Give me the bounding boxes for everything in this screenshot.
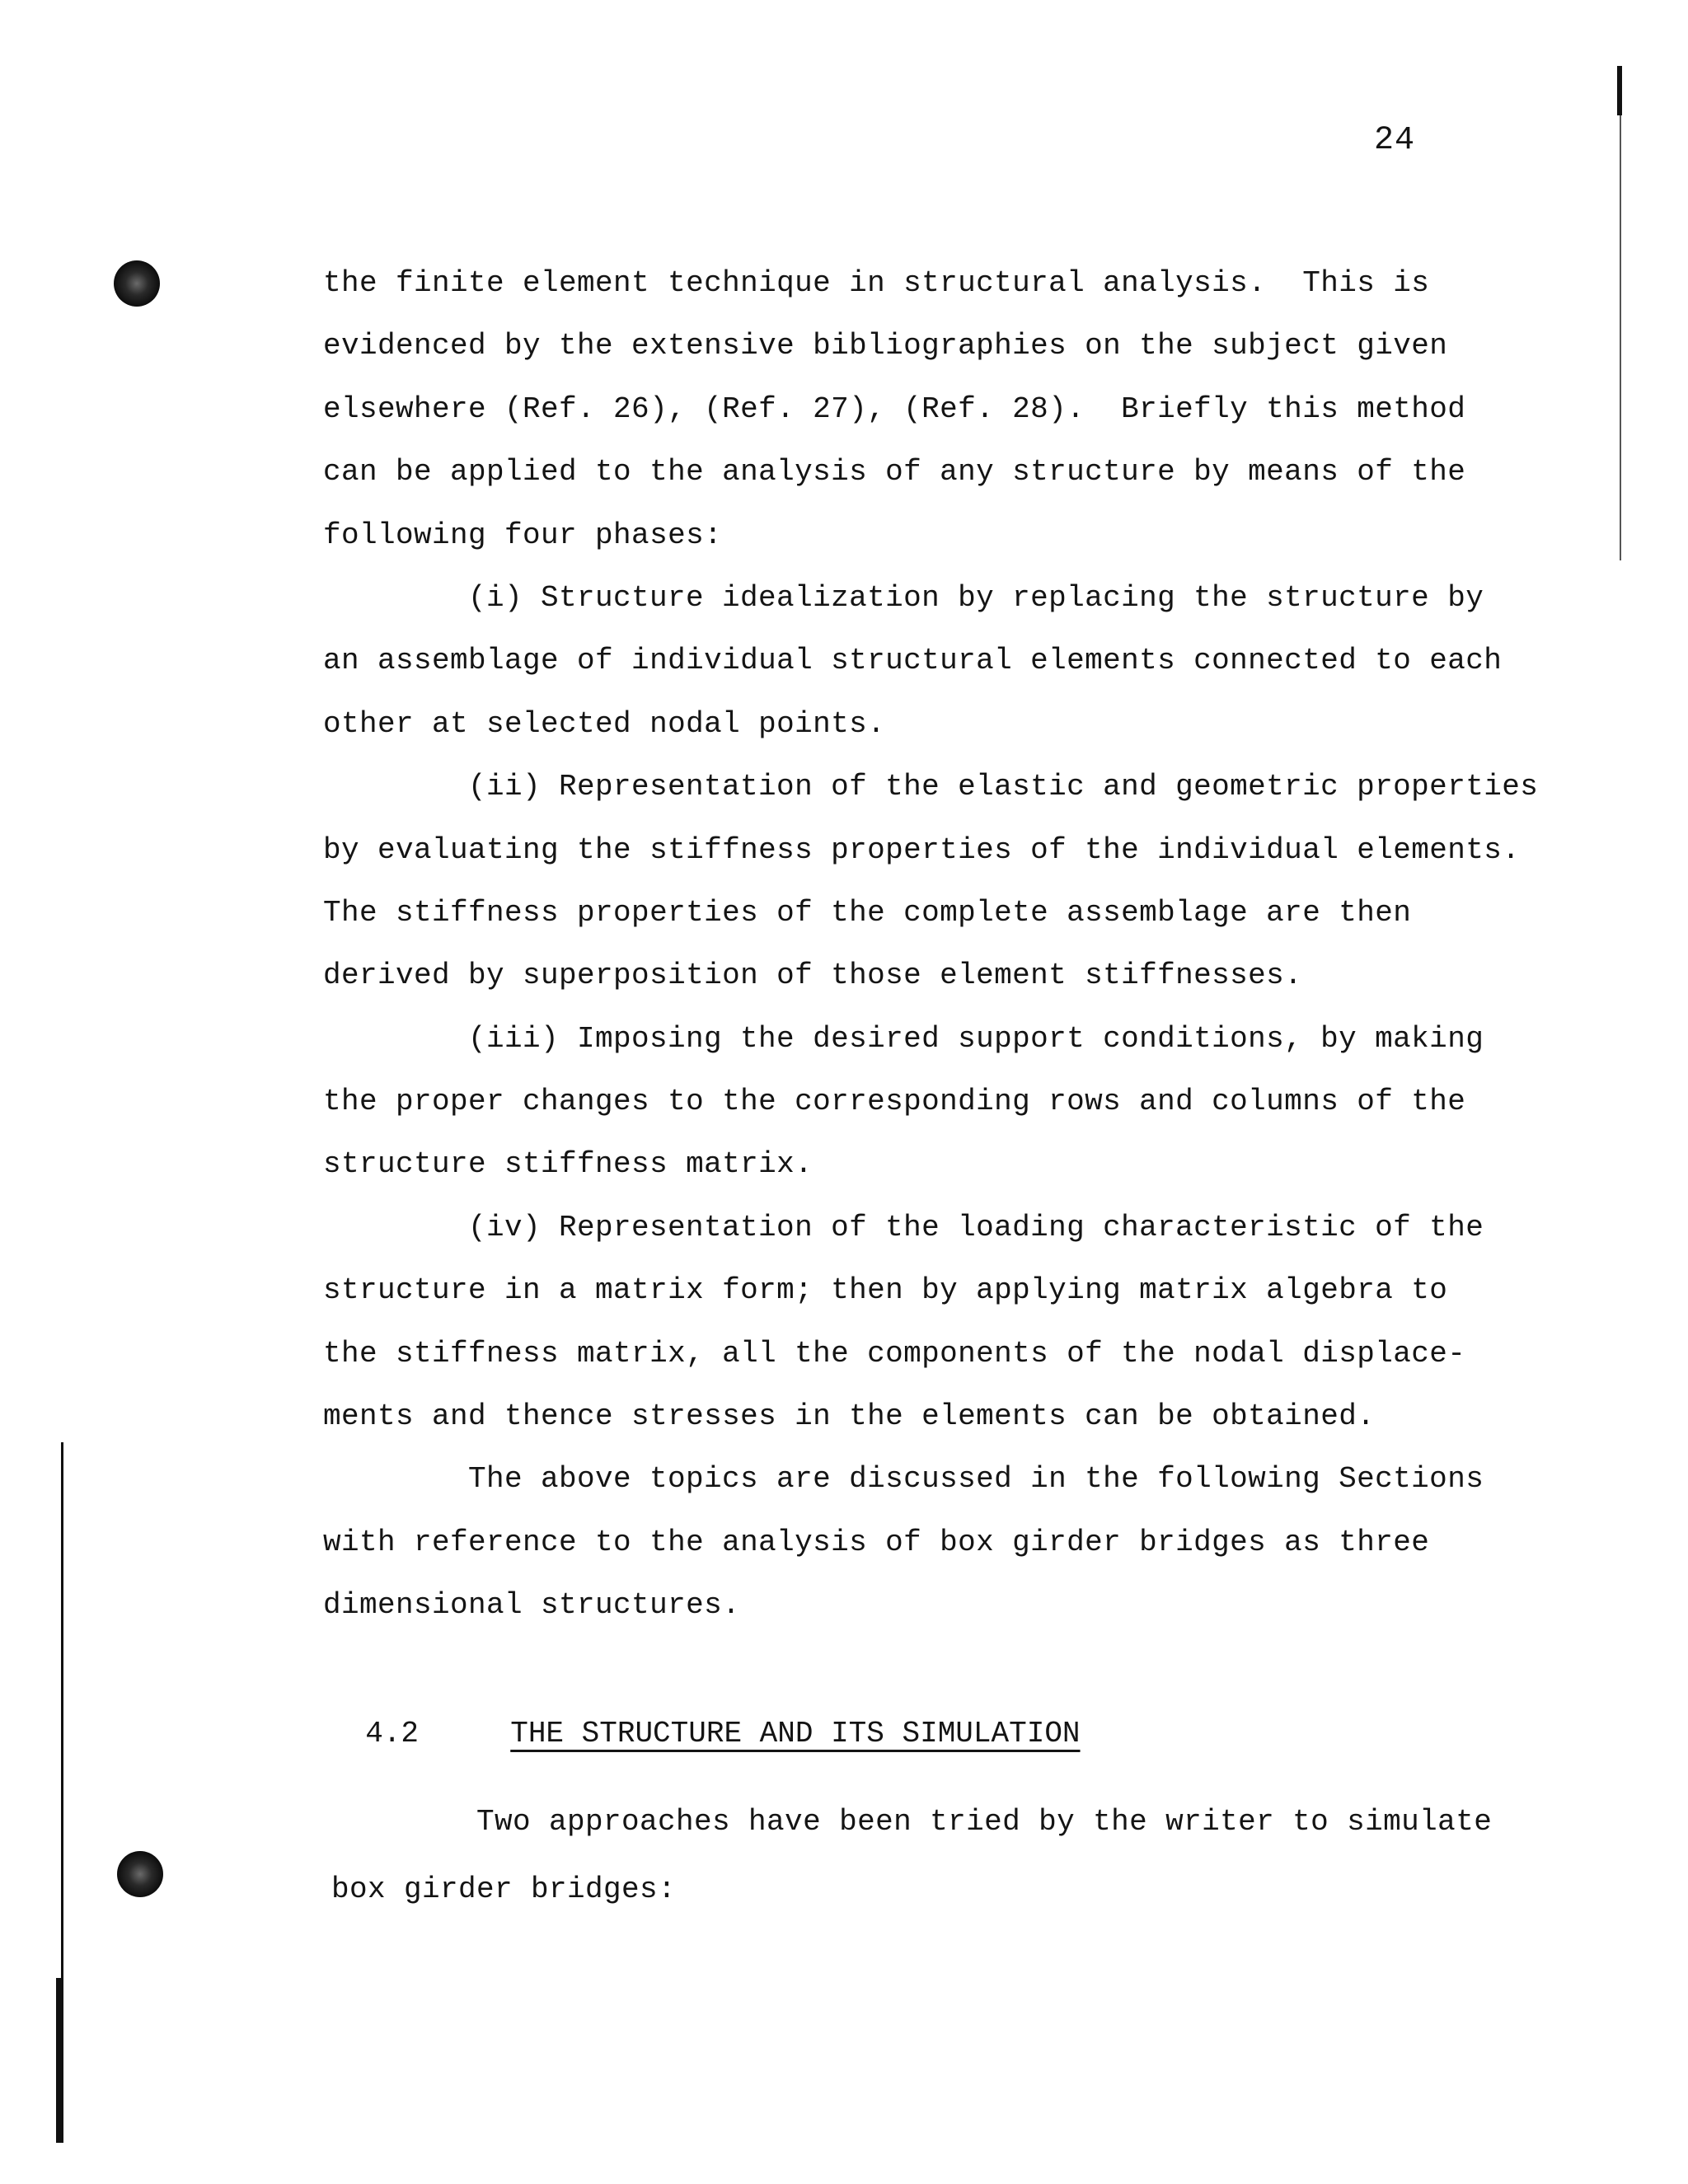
body-line: dimensional structures. xyxy=(323,1588,741,1623)
body-line: the stiffness matrix, all the components of the nodal displace- xyxy=(323,1336,1466,1371)
section-heading xyxy=(330,1683,1081,1750)
body-line: an assemblage of individual structural elements connected to each xyxy=(323,644,1503,678)
body-line: following four phases: xyxy=(323,518,723,552)
body-line: structure stiffness matrix. xyxy=(323,1147,814,1182)
body-line: the finite element technique in structural analysis. This is xyxy=(323,266,1430,300)
body-text-continued xyxy=(331,1788,1551,1924)
body-line: Two approaches have been tried by the writer to simulate xyxy=(476,1805,1493,1839)
scan-edge-line-left xyxy=(61,1442,63,1978)
body-line: with reference to the analysis of box girder bridges as three xyxy=(323,1525,1430,1559)
body-line: elsewhere (Ref. 26), (Ref. 27), (Ref. 28). Briefly this method xyxy=(323,391,1466,426)
body-text xyxy=(323,252,1543,1638)
phase-iii-line: (iii) Imposing the desired support conditions, by making xyxy=(468,1021,1484,1056)
punch-hole-bottom xyxy=(117,1851,163,1897)
section-number: 4.2 xyxy=(365,1717,420,1750)
body-line: can be applied to the analysis of any structure by means of the xyxy=(323,455,1466,490)
phase-ii-line: (ii) Representation of the elastic and geometric properties xyxy=(468,770,1539,804)
punch-hole-top xyxy=(114,260,160,307)
body-line: the proper changes to the corresponding rows and columns of the xyxy=(323,1085,1466,1119)
body-line: other at selected nodal points. xyxy=(323,706,886,741)
phase-i-line: (i) Structure idealization by replacing the structure by xyxy=(468,580,1484,615)
scan-edge-mark-right xyxy=(1617,66,1622,115)
body-line: ments and thence stresses in the elements can be obtained. xyxy=(323,1399,1376,1434)
scan-edge-mark-left xyxy=(56,1978,63,2143)
body-line: derived by superposition of those element stiffnesses. xyxy=(323,958,1303,993)
phase-iv-line: (iv) Representation of the loading characteristic of the xyxy=(468,1210,1484,1244)
body-line: evidenced by the extensive bibliographies on the subject given xyxy=(323,329,1448,363)
body-line: by evaluating the stiffness properties of the individual elements. xyxy=(323,832,1521,867)
page-number: 24 xyxy=(1374,122,1416,159)
body-line: structure in a matrix form; then by applying matrix algebra to xyxy=(323,1273,1448,1308)
scan-edge-line-right xyxy=(1620,115,1621,560)
body-line: The stiffness properties of the complete assemblage are then xyxy=(323,895,1412,930)
body-line: box girder bridges: xyxy=(331,1872,677,1906)
section-title: THE STRUCTURE AND ITS SIMULATION xyxy=(510,1717,1081,1750)
body-line: The above topics are discussed in the following Sections xyxy=(468,1462,1484,1497)
